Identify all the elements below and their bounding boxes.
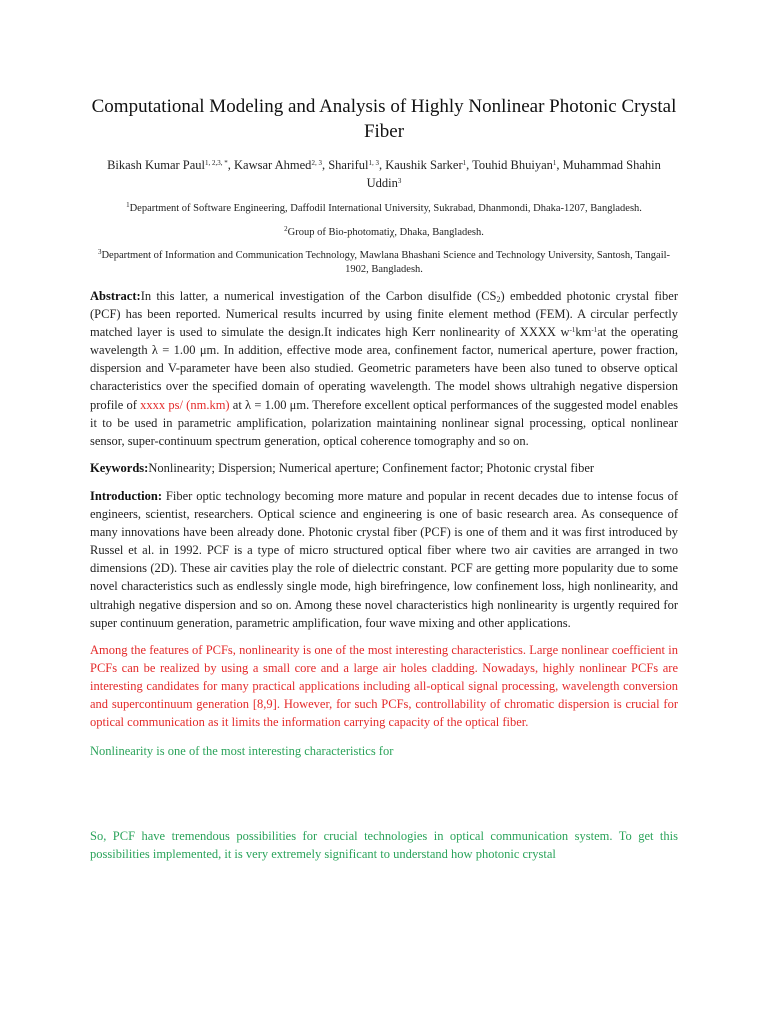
author-name: , Muhammad Shahin Uddin (366, 158, 661, 190)
abstract-subscript: 2 (496, 295, 501, 304)
abstract-text: km (575, 325, 592, 340)
author-name: , Kawsar Ahmed (227, 158, 312, 172)
paper-title: Computational Modeling and Analysis of Highly Nonlinear Photonic Crystal Fiber (91, 96, 677, 142)
abstract-text: at λ = 1.00 μm. Therefore excellent optical performances of the suggested model enables it to be used in parametric amplification, polarization maintaining nonlinear signal processing, optical nonlinear sensor, super-continuum spectrum generation, optical coherence tomography and so on. (90, 397, 679, 448)
introduction-paragraph (90, 487, 678, 632)
author-name: , Kaushik Sarker (378, 158, 463, 172)
keywords-label: Keywords: (90, 460, 149, 475)
affiliation-number: 2 (284, 225, 288, 233)
abstract-label: Abstract: (90, 289, 141, 303)
abstract-text: at the operating wavelength λ = 1.00 μm. In addition, effective mode area, confinement factor, numerical aperture, power fraction, dispersion and V-parameter have been also studied. Geometric parameters have been also tuned to observe optical characteristics over the specified domain of operating wavelength. The model shows ultrahigh negative dispersion profile of (90, 325, 678, 412)
paper-content (90, 94, 678, 863)
abstract-text: ) embedded photonic crystal fiber (PCF) has been reported. Numerical results incurred by using finite element method (FEM). A circular perfectly matched layer is used to simulate the design.It indicates high Kerr nonlinearity of XXXX w (90, 289, 678, 340)
affiliation-3 (90, 249, 678, 277)
abstract-highlight: xxxx ps/ (nm.km) (140, 397, 230, 412)
author-name: , Touhid Bhuiyan (466, 158, 553, 172)
author-list (90, 156, 678, 192)
green-paragraph: So, PCF have tremendous possibilities for crucial technologies in optical communication system. To get this possibilities implemented, it is very extremely significant to understand how photonic crystal (90, 829, 678, 862)
abstract-text: In this latter, a numerical investigation of the Carbon disulfide (CS (140, 289, 497, 303)
author-affiliation-mark: 1 (462, 159, 467, 167)
affiliation-number: 3 (97, 248, 102, 256)
author-affiliation-mark: 3 (397, 177, 402, 185)
author-affiliation-mark: 1, 2,3, * (205, 159, 228, 167)
abstract-superscript: -1 (569, 326, 576, 335)
keywords-paragraph (90, 459, 678, 477)
green-line: Nonlinearity is one of the most interesting characteristics for (90, 744, 394, 759)
keywords-text: Nonlinearity; Dispersion; Numerical aperture; Confinement factor; Photonic crystal fiber (148, 460, 595, 475)
affiliation-2 (90, 226, 678, 240)
author-name: , Shariful (321, 158, 369, 172)
affiliation-text: Department of Information and Communication Technology, Mawlana Bhashani Science and Technology University, Santosh, Tangail-1902, Bangladesh. (101, 250, 671, 275)
red-paragraph: Among the features of PCFs, nonlinearity is one of the most interesting characteristics. Large nonlinear coefficient in PCFs can be realized by using a small core and a large air holes cladding. Nowadays, highly nonlinear PCFs are interesting candidates for many practical applications including all-optical signal processing, wavelength conversion and supercontinuum generation [8,9]. However, for such PCFs, controllability of chromatic dispersion is crucial for optical communication as it limits the information carrying capacity of the optical fiber. (90, 642, 678, 730)
affiliation-number: 1 (126, 201, 130, 209)
author-name: Bikash Kumar Paul (107, 158, 206, 172)
affiliation-text: Group of Bio-photomatiχ, Dhaka, Bangladesh. (287, 227, 484, 238)
affiliation-1 (90, 202, 678, 216)
author-affiliation-mark: 1 (552, 159, 557, 167)
abstract-superscript: -1 (591, 326, 598, 335)
introduction-label: Introduction: (90, 488, 163, 503)
affiliation-text: Department of Software Engineering, Daffodil International University, Sukrabad, Dhanmondi, Dhaka-1207, Bangladesh. (129, 203, 642, 214)
author-affiliation-mark: 2, 3 (311, 159, 322, 167)
introduction-text: Fiber optic technology becoming more mature and popular in recent decades due to intense focus of engineers, scientist, researchers. Optical science and engineering is one of basic research area. As consequence of many innovations have been already done. Photonic crystal fiber (PCF) is one of them and it was first introduced by Russel et al. in 1992. PCF is a type of micro structured optical fiber where two air cavities are arranged in two dimensions (2D). These air cavities play the role of dielectric constant. PCF are getting more popularity due to some novel characteristics such as endlessly single mode, high birefringence, low confinement loss, high nonlinearity, and ultrahigh negative dispersion and so on. Among these novel characteristics high nonlinearity is urgently required for super continuum generation, parametric amplification, four wave mixing and other applications. (90, 488, 678, 630)
abstract-paragraph (90, 287, 678, 450)
author-affiliation-mark: 1, 3 (368, 159, 379, 167)
